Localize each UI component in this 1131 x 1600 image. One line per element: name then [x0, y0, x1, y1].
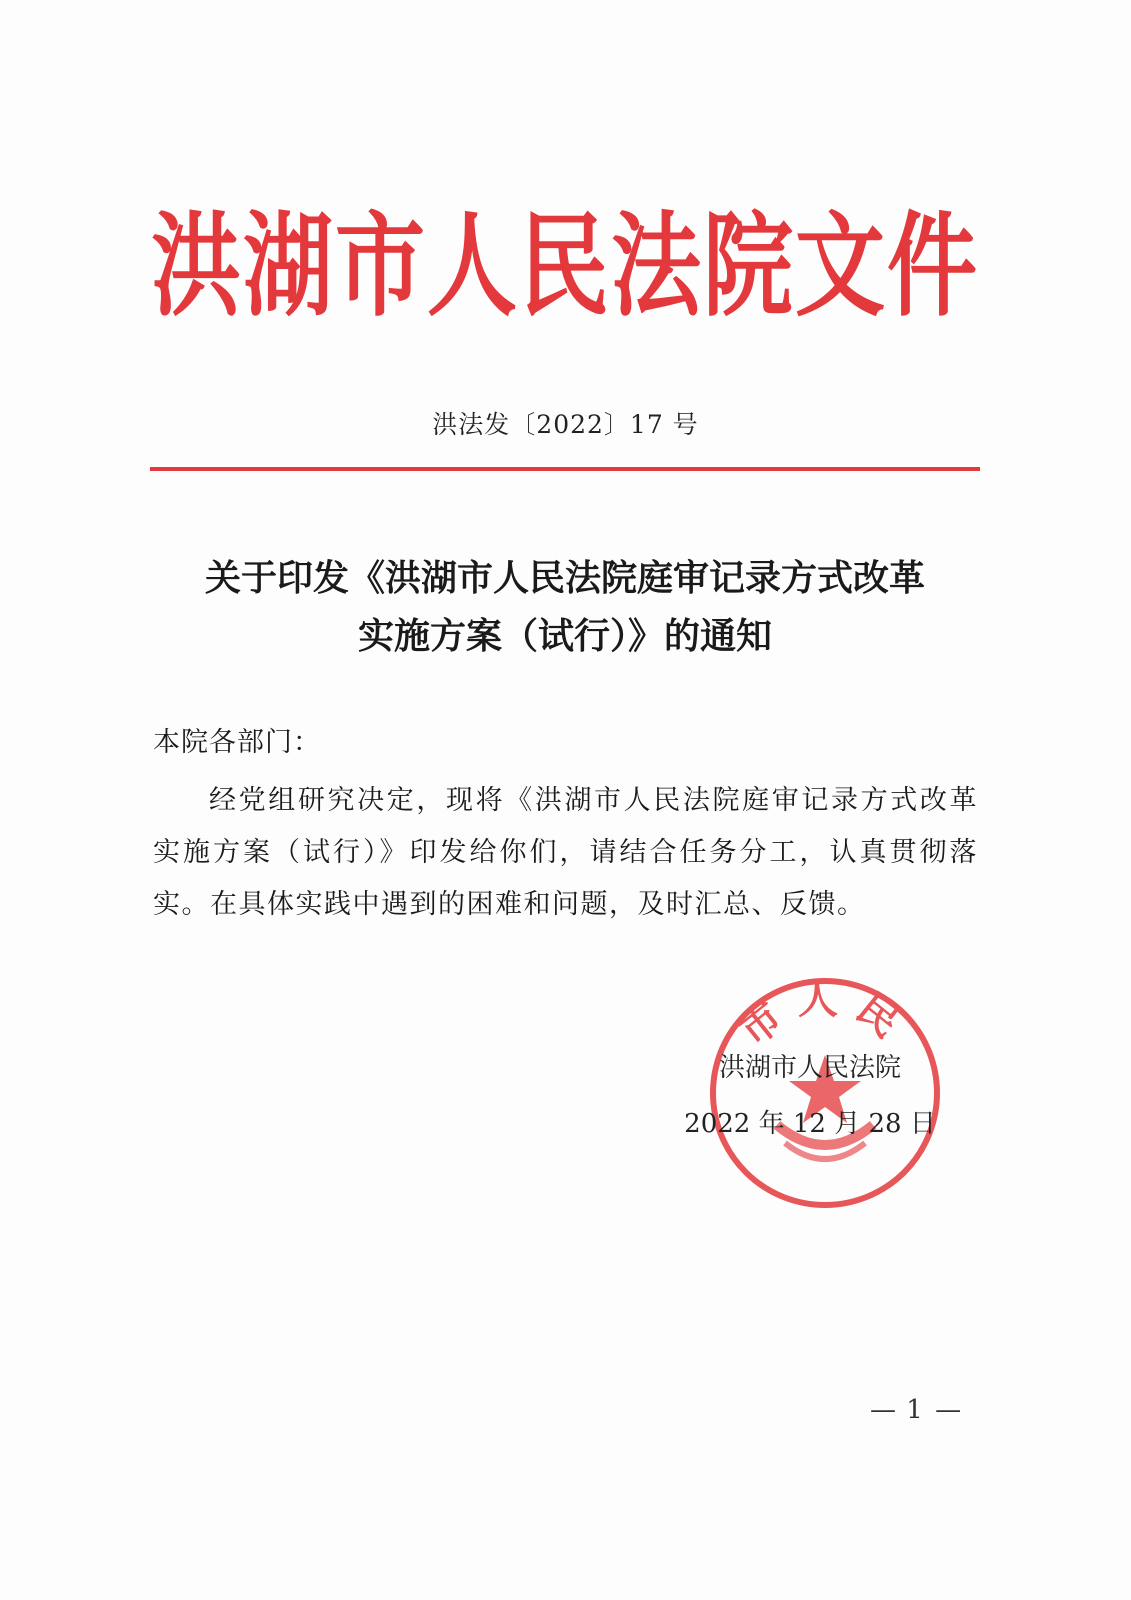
page-number-right-dash: — — [935, 1395, 962, 1425]
red-divider-line — [150, 467, 980, 471]
page-number-left-dash: — — [870, 1395, 896, 1425]
signature-block — [660, 1040, 960, 1152]
salutation: 本院各部门： — [153, 727, 321, 758]
page-number-value: 1 — [906, 1395, 925, 1425]
signature-date: 2022 年 12 月 28 日 — [684, 1109, 936, 1139]
document-number: 洪法发〔2022〕17 号 — [432, 410, 699, 439]
seal-text-path: 市人民 — [731, 977, 919, 1056]
document-masthead: 洪湖市人民法院文件 — [151, 201, 979, 333]
body-paragraph: 经党组研究决定，现将《洪湖市人民法院庭审记录方式改革实施方案（试行）》印发给你们，请结合任务分工，认真贯彻落实。在具体实践中遇到的困难和问题，及时汇总、反馈。 — [153, 785, 978, 920]
page-number — [870, 1395, 961, 1425]
notice-title-line-2: 实施方案（试行）》的通知 — [357, 616, 772, 657]
notice-title-line-1: 关于印发《洪湖市人民法院庭审记录方式改革 — [204, 558, 925, 599]
notice-title — [150, 550, 980, 666]
signature-org: 洪湖市人民法院 — [718, 1053, 901, 1083]
